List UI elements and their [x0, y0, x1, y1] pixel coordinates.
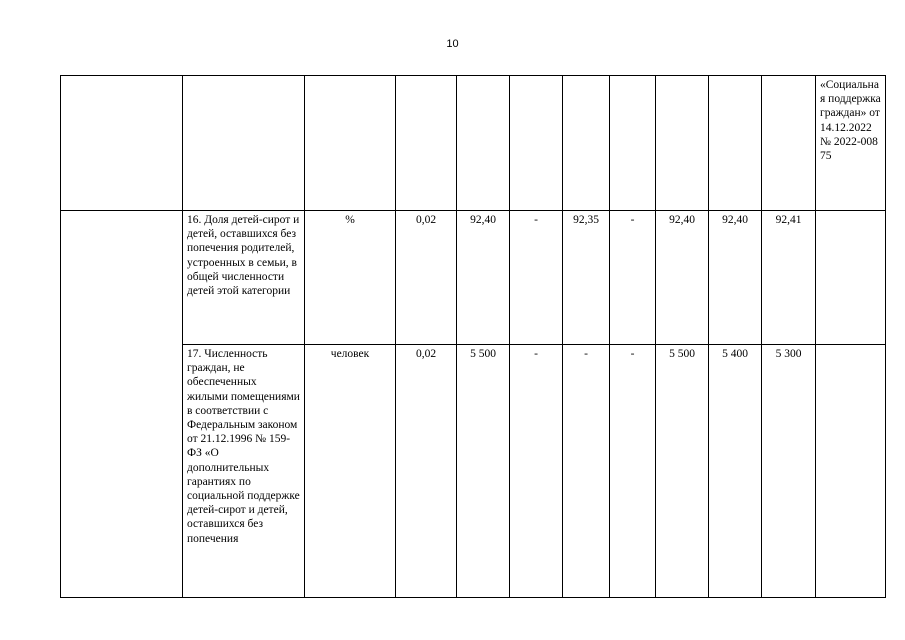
value-cell: -	[563, 345, 610, 598]
table-row	[61, 345, 886, 598]
value-cell: 5 500	[457, 345, 510, 598]
table-cell	[563, 76, 610, 211]
table-cell	[762, 76, 816, 211]
document-reference-cell: «Социальная поддержка граждан» от 14.12.2022 № 2022-00875	[816, 76, 886, 211]
value-cell: -	[610, 345, 656, 598]
table-cell	[816, 211, 886, 345]
table-cell	[610, 76, 656, 211]
value-cell: 5 400	[709, 345, 762, 598]
table-row	[61, 76, 886, 211]
table-cell	[816, 345, 886, 598]
value-cell: 92,40	[656, 211, 709, 345]
value-cell: 5 500	[656, 345, 709, 598]
indicator-name-cell: 17. Численность граждан, не обеспеченных жилыми помещениями в соответствии с Федеральным законом от 21.12.1996 № 159-ФЗ «О дополнительных гарантиях по социальной поддержке детей-сирот и детей, оставшихся без попечения	[183, 345, 305, 598]
value-cell: -	[510, 345, 563, 598]
table-cell	[396, 76, 457, 211]
weight-cell: 0,02	[396, 345, 457, 598]
value-cell: 92,40	[709, 211, 762, 345]
table-cell	[457, 76, 510, 211]
unit-cell: %	[305, 211, 396, 345]
table-cell	[656, 76, 709, 211]
weight-cell: 0,02	[396, 211, 457, 345]
value-cell: 92,35	[563, 211, 610, 345]
table-cell	[183, 76, 305, 211]
value-cell: -	[510, 211, 563, 345]
table-cell	[510, 76, 563, 211]
table-row	[61, 211, 886, 345]
value-cell: 92,41	[762, 211, 816, 345]
unit-cell: человек	[305, 345, 396, 598]
table-cell	[709, 76, 762, 211]
page-number: 10	[446, 38, 459, 50]
table-cell	[61, 211, 183, 598]
table-cell	[61, 76, 183, 211]
value-cell: 5 300	[762, 345, 816, 598]
indicators-table	[60, 75, 886, 598]
table-cell	[305, 76, 396, 211]
value-cell: 92,40	[457, 211, 510, 345]
indicator-name-cell: 16. Доля детей-сирот и детей, оставшихся без попечения родителей, устроенных в семьи, в общей численности детей этой категории	[183, 211, 305, 345]
value-cell: -	[610, 211, 656, 345]
